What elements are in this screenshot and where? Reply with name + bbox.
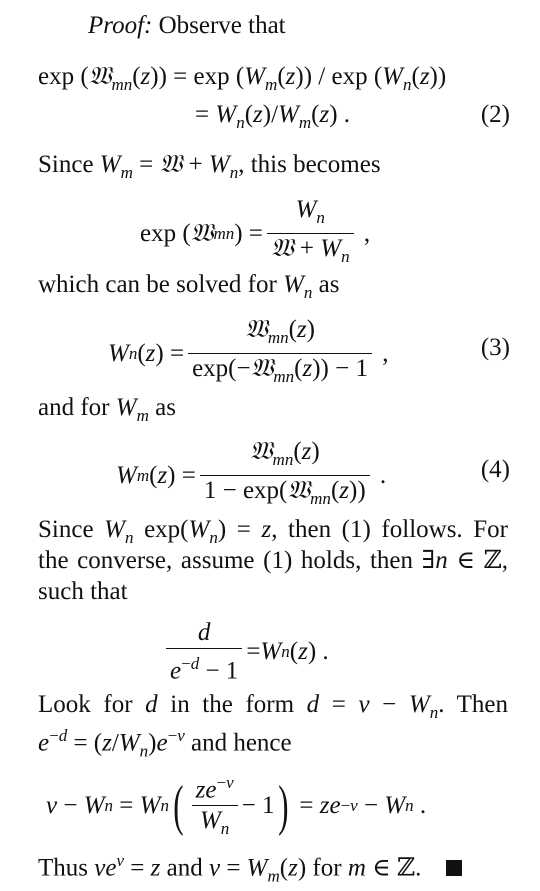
equation-number-2: (2) <box>480 101 510 128</box>
proof-line <box>88 11 286 41</box>
equation-3: W n ( z ) = $\frac{𝔚_{mn}(z)}{\exp(-𝔚_{mn}(z)) - 1}$ , <box>108 315 388 392</box>
since-line-1: Since $W_m$ = 𝔚 + $W_n$, this becomes <box>38 151 381 182</box>
since2-line-2: the converse, assume (1) holds, then ∃n ∈ ℤ, <box>38 547 508 574</box>
observe-text: Observe that <box>158 12 286 39</box>
fraction: $\frac{W_n}{𝔚 + W_n}$ <box>267 195 354 272</box>
thus-line: Thus $ve^v = z$ and $v = W_m(z)$ for m ∈ ℤ. <box>38 846 462 891</box>
qed-square <box>446 860 462 876</box>
proof-label: Proof: <box>88 12 153 39</box>
look-line-1: Look for d in the form $d = v - W_n$. Then <box>38 691 508 722</box>
equation-v: v − W n = W n ( $\frac{ze^{-v}}{W_n}$ − 1 ) = ze −v − W n . <box>46 768 426 844</box>
equation-number-3: (3) <box>480 334 510 361</box>
fraction: $\frac{ze^{-v}}{W_n}$ <box>192 768 238 844</box>
since2-line-3: such that <box>38 578 128 605</box>
andfor-line: and for $W_m$ as <box>38 394 176 425</box>
solved-line: which can be solved for $W_n$ as <box>38 271 340 302</box>
equation-4: W m ( z ) = $\frac{𝔚_{mn}(z)}{1 - \exp(𝔚_{mn}(z))}$ . <box>116 437 386 514</box>
look-line-2: $e^{-d} = (z/W_n)e^{-v}$ and hence <box>38 726 292 761</box>
equation-number-4: (4) <box>480 456 510 483</box>
equation-exp-fraction: exp ( 𝔚 mn ) = $\frac{W_n}{𝔚 + W_n}$ , <box>140 195 370 272</box>
fraction: $\frac{𝔚_{mn}(z)}{1 - \exp(𝔚_{mn}(z))}$ <box>200 437 370 514</box>
fraction: $\frac{d}{e^{-d} - 1}$ <box>166 618 242 686</box>
equation-2-line-2: = $W_n(z)/W_m(z)$ . <box>195 101 351 132</box>
equation-d: $\frac{d}{e^{-d} - 1}$ = W n ( z ) . <box>162 618 329 686</box>
equation-2-line-1: exp (𝔚$_{mn}$(z)) = $\exp (W_m(z))$ / $\exp (W_n(z))$ <box>38 63 447 94</box>
since2-line-1: Since $W_n$ $\exp(W_n) = z$, then (1) follows. For <box>38 516 509 547</box>
fraction: $\frac{𝔚_{mn}(z)}{\exp(-𝔚_{mn}(z)) - 1}$ <box>188 315 372 392</box>
